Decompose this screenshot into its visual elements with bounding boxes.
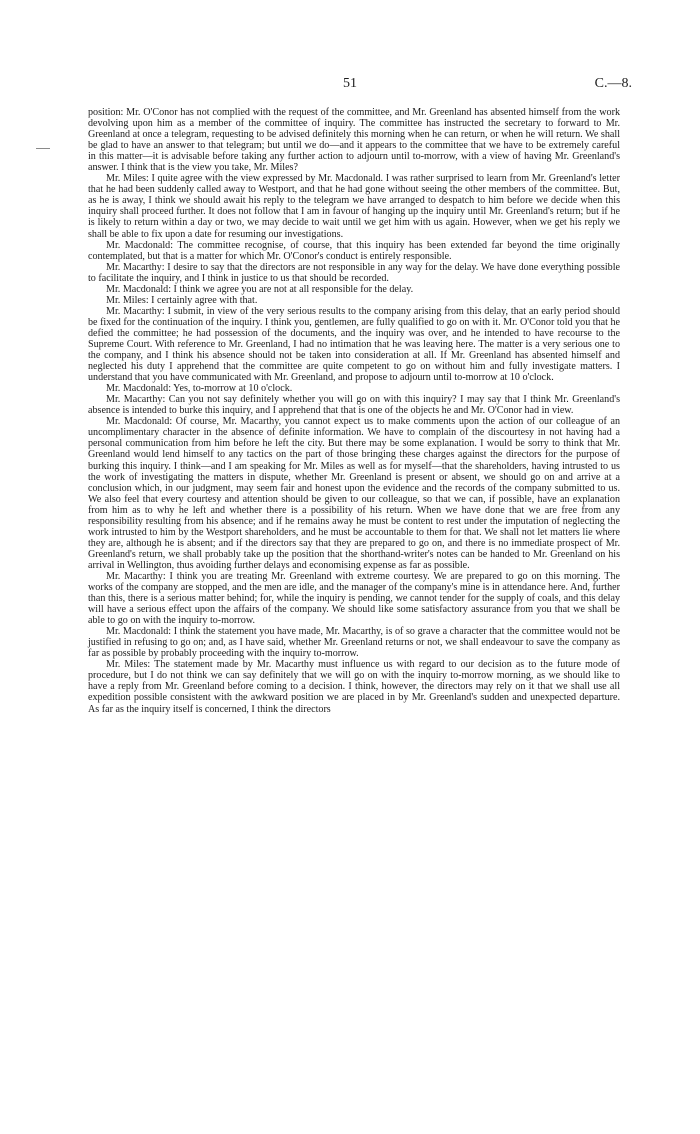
paragraph: position: Mr. O'Conor has not complied with the request of the committee, and Mr. Greenland has absented himself from the work devolving upon him as a member of the committee of inquiry. The committee has instructed the secretary to forward to Mr. Greenland at once a telegram, requesting to be advised definitely this morning when he can return, or when he will return. We shall be glad to have an answer to that telegram; but until we do—and it appears to the committee that we have to be extremely careful in this matter—it is advisable before taking any further action to adjourn until to-morrow, with a view of having Mr. Greenland's answer. I think that is the view you take, Mr. Miles? xyxy=(88,107,620,174)
paragraph: Mr. Macarthy: I submit, in view of the very serious results to the company arising from this delay, that an early period should be fixed for the continuation of the inquiry. I think you, gentlemen, are fully qualified to go on with it. Mr. O'Conor told you that he defied the committee; he had possession of the documents, and the inquiry was over, and he intended to have recourse to the Supreme Court. With reference to Mr. Greenland, I had no intimation that he was leaving here. The matter is a very serious one to the company, and I think his absence should not be taken into consideration at all. If Mr. Greenland has absented himself and neglected his duty I apprehend that the committee are quite competent to go on without him and fully investigate matters. I understand that you have communicated with Mr. Greenland, and propose to adjourn until to-morrow at 10 o'clock. xyxy=(88,305,620,384)
paragraph: Mr. Miles: I certainly agree with that. xyxy=(106,294,258,306)
document-reference: C.—8. xyxy=(594,76,632,91)
paragraph: Mr. Macdonald: Yes, to-morrow at 10 o'clock. xyxy=(106,383,293,395)
paragraph: Mr. Macarthy: I think you are treating Mr. Greenland with extreme courtesy. We are prepared to go on this morning. The works of the company are stopped, and the men are idle, and the manager of the company's mine is in attendance here. And, further than this, there is a serious matter behind; for, while the inquiry is pending, we cannot tender for the supply of coals, and this delay will have a serious effect upon the affairs of the company. We should like some satisfactory assurance from you that we shall be able to go on with the inquiry to-morrow. xyxy=(88,570,620,627)
paragraph: Mr. Macdonald: Of course, Mr. Macarthy, you cannot expect us to make comments upon the action of our colleague of an uncomplimentary character in the absence of definite information. We have to complain of the discourtesy in not having had a personal communication from him before he left the city. But there may be some explanation. I would be sorry to think that Mr. Greenland would lend himself to any tactics on the part of those bringing these charges against the directors for the purpose of burking this inquiry. I think—and I am speaking for Mr. Miles as well as for myself—that the shareholders, having intrusted to us the work of investigating the matters in dispute, whether Mr. Greenland is present or absent, we should go on and arrive at a conclusion which, in our judgment, may seem fair and honest upon the evidence and the records of the company submitted to us. We also feel that every courtesy and attention should be given to our colleague, so that we can, if possible, have an explanation from him as to why he left and whether there is a possibility of his return. When we have done that we are free from any responsibility resulting from his absence; and if he remains away he must be content to rest under the imputation of neglecting the work intrusted to him by the Westport shareholders, and he must be accountable to them for that. We shall not let matters lie where they are, although he is absent; and if the directors say that they are prepared to go on, and there is no immediate prospect of Mr. Greenland's return, we shall probably take up the position that the shorthand-writer's notes can be handed to Mr. Greenland on his arrival in Wellington, thus avoiding further delays and economising expense as far as possible. xyxy=(88,416,620,571)
paragraph: Mr. Macarthy: I desire to say that the directors are not responsible in any way for the delay. We have done everything possible to facilitate the inquiry, and I think in justice to us that should be recorded. xyxy=(88,261,620,284)
paragraph: Mr. Miles: I quite agree with the view expressed by Mr. Macdonald. I was rather surprised to learn from Mr. Greenland's letter that he had been suddenly called away to Westport, and that he had gone without seeing the other members of the committee. But, as he is away, I think we should await his reply to the telegram we have arranged to despatch to him before we decide when this inquiry shall proceed further. It does not follow that I am in favour of hanging up the inquiry until Mr. Greenland's return; but if he is likely to return within a day or two, we may decide to wait until we get him with us again. However, when we get his reply we shall be able to fix upon a date for resuming our investigations. xyxy=(88,173,620,240)
paragraph: Mr. Macarthy: Can you not say definitely whether you will go on with this inquiry? I may say that I think Mr. Greenland's absence is intended to burke this inquiry, and I apprehend that that is one of the objects he and Mr. O'Conor had in view. xyxy=(88,394,620,417)
paragraph: Mr. Miles: The statement made by Mr. Macarthy must influence us with regard to our decision as to the future mode of procedure, but I do not think we can say definitely that we will go on with the inquiry to-morrow morning, as we should like to have a reply from Mr. Greenland before coming to a decision. I think, however, the directors may rely on it that we shall use all expedition possible consistent with the awkward position we are placed in by Mr. Greenland's sudden and unexpected departure. As far as the inquiry itself is concerned, I think the directors xyxy=(88,659,620,715)
body-text xyxy=(88,107,620,715)
page-header xyxy=(0,76,700,96)
page-number: 51 xyxy=(343,76,357,91)
paragraph: Mr. Macdonald: The committee recognise, of course, that this inquiry has been extended far beyond the time originally contemplated, but that is a matter for which Mr. O'Conor's conduct is entirely responsible. xyxy=(88,239,620,262)
paragraph: Mr. Macdonald: I think the statement you have made, Mr. Macarthy, is of so grave a character that the committee would not be justified in refusing to go on; and, as I have said, whether Mr. Greenland returns or not, we shall endeavour to save the company as far as possible by probably proceeding with the inquiry to-morrow. xyxy=(88,626,620,660)
paragraph: Mr. Macdonald: I think we agree you are not at all responsible for the delay. xyxy=(106,283,414,295)
margin-mark xyxy=(36,148,50,149)
